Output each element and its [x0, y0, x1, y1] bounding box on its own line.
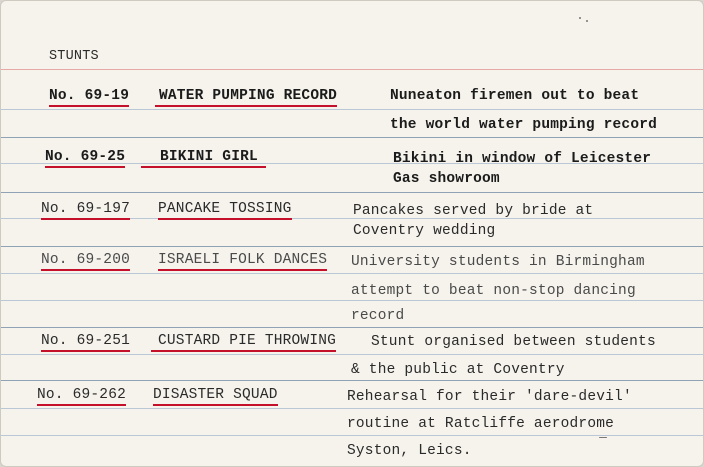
entry-title: ISRAELI FOLK DANCES [158, 252, 327, 271]
ruled-line [1, 354, 703, 355]
entry-title: PANCAKE TOSSING [158, 201, 292, 220]
entry-description-line: Gas showroom [393, 171, 500, 187]
ruled-line [1, 380, 703, 381]
paper-speck [579, 17, 581, 19]
ruled-line [1, 109, 703, 110]
entry-number: No. 69-262 [37, 387, 126, 406]
entry-number: No. 69-200 [41, 252, 130, 271]
entry-title: DISASTER SQUAD [153, 387, 278, 406]
entry-description-line: Coventry wedding [353, 223, 496, 239]
entry-description-line: Bikini in window of Leicester [393, 151, 652, 167]
ruled-line [1, 192, 703, 193]
entry-description-line: Syston, Leics. [347, 443, 472, 459]
entry-title: WATER PUMPING RECORD [155, 88, 337, 107]
entry-number: No. 69-251 [41, 333, 130, 352]
entry-description-line: routine at Ratcliffe aerodrome [347, 416, 615, 432]
ruled-line [1, 246, 703, 247]
ruled-line [1, 408, 703, 409]
entry-description-line: attempt to beat non-stop dancing [351, 283, 636, 299]
paper-speck [586, 20, 588, 22]
entry-number: No. 69-19 [49, 88, 129, 107]
entry-description-line: Nuneaton firemen out to beat [390, 88, 640, 104]
ruled-line [1, 273, 703, 274]
card-heading: STUNTS [49, 49, 99, 64]
entry-title: CUSTARD PIE THROWING [151, 333, 336, 352]
entry-description-line: & the public at Coventry [351, 362, 565, 378]
entry-description-line: University students in Birmingham [351, 254, 645, 270]
ruled-line [1, 435, 703, 436]
ruled-line [1, 137, 703, 138]
ruled-line [1, 327, 703, 328]
entry-number: No. 69-25 [45, 149, 125, 168]
entry-description-line: Pancakes served by bride at [353, 203, 594, 219]
entry-description-line: record [351, 308, 405, 324]
entry-description-line: Rehearsal for their 'dare-devil' [347, 389, 632, 405]
entry-description-line: Stunt organised between students [371, 334, 656, 350]
ruled-line [1, 300, 703, 301]
header-rule [1, 69, 703, 70]
entry-number: No. 69-197 [41, 201, 130, 220]
paper-speck [599, 437, 607, 438]
entry-title: BIKINI GIRL [141, 149, 266, 168]
entry-description-line: the world water pumping record [390, 117, 658, 133]
